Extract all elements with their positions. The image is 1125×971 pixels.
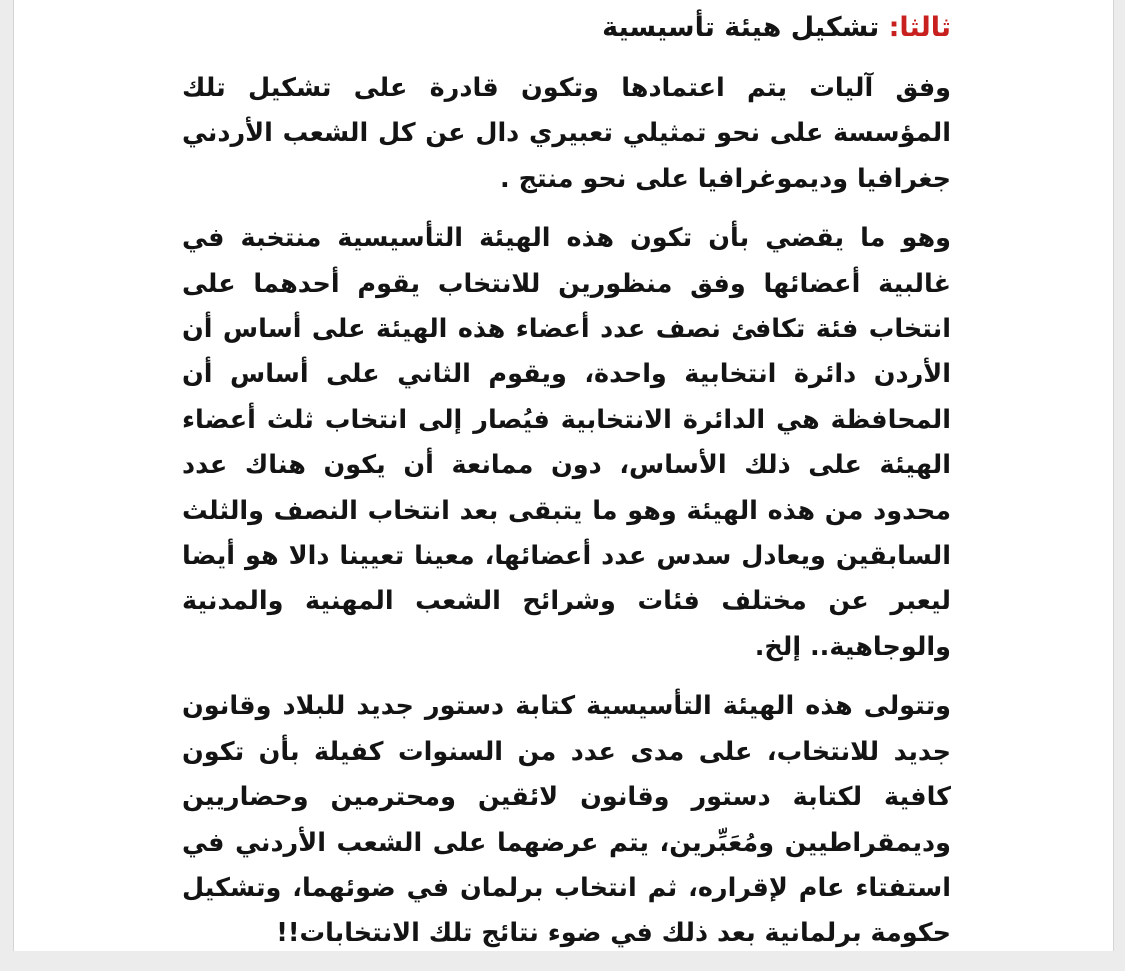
document-page: [13, 0, 1114, 951]
section-heading: [182, 6, 951, 50]
paragraph-3: وتتولى هذه الهيئة التأسيسية كتابة دستور جديد للبلاد وقانون جديد للانتخاب، على مدى عدد من السنوات كفيلة بأن تكون كافية لكتابة دستور وقانون لائقين ومحترمين وحضاريين وديمقراطيين ومُعَبِّرين، يتم عرضهما على الشعب الأردني في استفتاء عام لإقراره، ثم انتخاب برلمان في ضوئهما، وتشكيل حكومة برلمانية بعد ذلك في ضوء نتائج تلك الانتخابات!!: [182, 691, 951, 949]
section-title: تشكيل هيئة تأسيسية: [602, 12, 880, 43]
paragraph-2: وهو ما يقضي بأن تكون هذه الهيئة التأسيسية منتخبة في غالبية أعضائها وفق منظورين للانتخاب يقوم أحدهما على انتخاب فئة تكافئ نصف عدد أعضاء هذه الهيئة على أساس أن الأردن دائرة انتخابية واحدة، ويقوم الثاني على أساس أن المحافظة هي الدائرة الانتخابية فيُصار إلى انتخاب ثلث أعضاء الهيئة على ذلك الأساس، دون ممانعة أن يكون هناك عدد محدود من هذه الهيئة وهو ما يتبقى بعد انتخاب النصف والثلث السابقين ويعادل سدس عدد أعضائها، معينا تعيينا دالا هو أيضا ليعبر عن مختلف فئات وشرائح الشعب المهنية والمدنية والوجاهية.. إلخ.: [182, 223, 951, 662]
section-number-label: ثالثا:: [888, 12, 951, 43]
article-body: [182, 6, 951, 971]
paragraph-1: وفق آليات يتم اعتمادها وتكون قادرة على تشكيل تلك المؤسسة على نحو تمثيلي تعبيري دال عن كل الشعب الأردني جغرافيا وديموغرافيا على نحو منتج .: [182, 73, 951, 194]
